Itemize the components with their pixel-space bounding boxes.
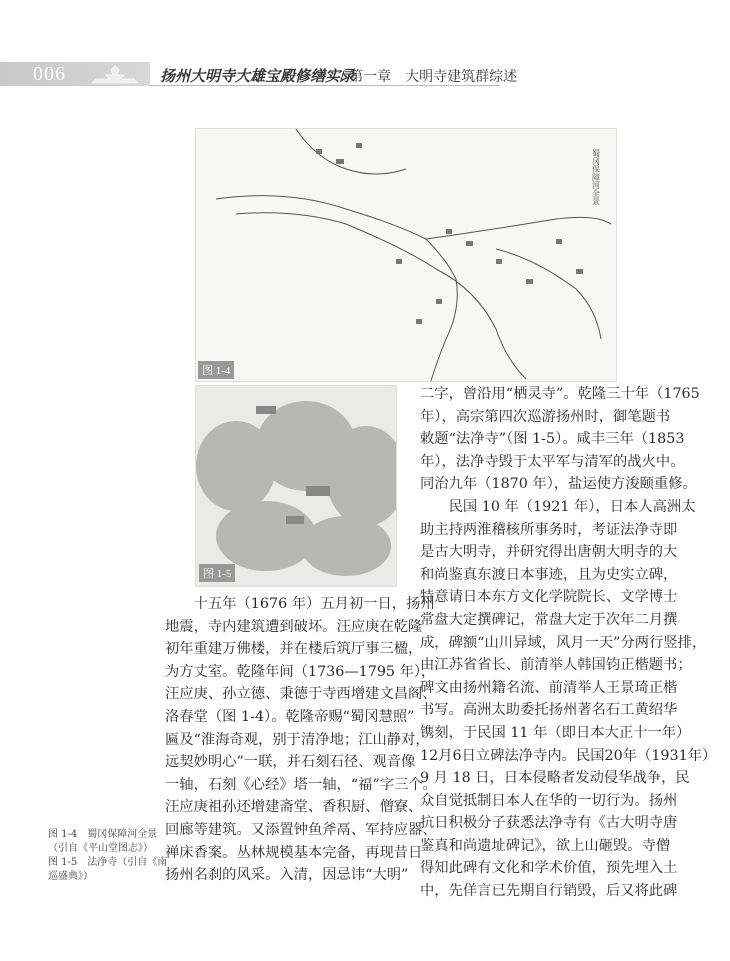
caption-line: （引自《平山堂图志》）: [48, 843, 153, 854]
text-line: 9 月 18 日，日本侵略者发动侵华战争，民: [420, 770, 690, 787]
text-line: 洛春堂（图 1-4）。乾隆帝赐“蜀冈慧照”: [165, 708, 415, 725]
text-line: 地震，寺内建筑遭到破坏。汪应庚在乾隆: [165, 618, 423, 635]
text-line: 众自觉抵制日本人在华的一切行为。扬州: [420, 792, 678, 809]
text-line: 助主持两淮稽核所事务时，考证法净寺即: [420, 521, 678, 538]
text-line: 碑文由扬州籍名流、前清举人王景琦正楷: [420, 679, 678, 696]
text-line: 12月6日立碑法净寺内。民国20年（1931年）: [420, 747, 717, 764]
text-line: 二字，曾沿用“栖灵寺”。乾隆三十年（1765: [420, 386, 700, 402]
text-line: 由江苏省省长、前清举人韩国钧正楷题书；: [420, 657, 692, 674]
text-line: 十五年（1676 年）五月初一日，扬州: [165, 596, 435, 612]
text-line: 初年重建万佛楼，并在楼后筑厅事三楹，: [165, 641, 423, 658]
text-line: 鉴真和尚遗址碑记》，欲上山砸毁。寺僧: [420, 837, 671, 854]
text-line: 常盘大定撰碑记，常盘大定于次年二月撰: [420, 611, 678, 628]
chapter-title: / 第一章 大明寺建筑群综述: [340, 69, 518, 85]
figure-label: 图 1-4: [198, 361, 234, 379]
caption-line: 巡盛典》）: [48, 871, 93, 882]
text-line: 匾及“淮海奇观，别于清净地；江山静对，: [165, 731, 430, 748]
map-title: 蜀冈保障河全景: [591, 149, 601, 205]
right-column-text: [420, 383, 716, 903]
text-line: 中，先佯言已先期自行销毁，后又将此碑: [420, 883, 678, 900]
text-line: 回廊等建筑。又添置钟鱼斧鬲、军持应器、: [165, 821, 437, 838]
figure-captions: [48, 828, 167, 884]
text-line: 成，碑额“山川异域，风月一天”分两行竖排，: [420, 634, 707, 651]
figure-label: 图 1-5: [199, 564, 235, 582]
text-line: 书写。高洲太助委托扬州著名石工黄绍华: [420, 702, 678, 719]
text-line: 年），法净寺毁于太平军与清军的战火中。: [420, 453, 685, 470]
text-line: 同治九年（1870 年），盐运使方浚颐重修。: [420, 476, 697, 493]
header-rule: [150, 85, 500, 86]
text-line: 特意请日本东方文化学院院长、文学博士: [420, 589, 678, 606]
text-line: 远契妙明心”一联，并石刻石径、观音像: [165, 754, 416, 771]
caption-line: 图 1-4 蜀冈保障河全景: [48, 829, 158, 840]
text-line: 一轴，石刻《心经》塔一轴，“福”字三个。: [165, 776, 437, 793]
text-line: 镌刻，于民国 11 年（即日本大正十一年）: [420, 724, 691, 741]
text-line: 是古大明寺，并研究得出唐朝大明寺的大: [420, 544, 678, 561]
text-line: 敕题“法净寺”（图 1-5）。咸丰三年（1853: [420, 431, 685, 448]
figure-map-shugang: [195, 128, 617, 382]
text-line: 得知此碑有文化和学术价值，预先埋入土: [420, 860, 678, 877]
text-line: 和尚鉴真东渡日本事迹，且为史实立碑，: [420, 566, 678, 583]
left-column-text: [165, 593, 437, 887]
page-number: 006: [33, 63, 66, 85]
text-line: 民国 10 年（1921 年），日本人高洲太: [420, 498, 696, 515]
running-header: [0, 62, 518, 86]
text-line: 抗日积极分子获悉法净寺有《古大明寺唐: [420, 815, 678, 832]
text-line: 汪应庚、孙立德、秉德于寺西增建文昌阁、: [165, 686, 437, 703]
book-title: 扬州大明寺大雄宝殿修缮实录: [160, 67, 356, 85]
text-line: 年），高宗第四次巡游扬州时，御笔题书: [420, 408, 671, 425]
pagoda-icon: [90, 64, 140, 84]
caption-line: 图 1-5 法净寺（引自《南: [48, 857, 168, 868]
figure-fajing-temple: [195, 385, 397, 587]
text-line: 汪应庚祖孙还增建斋堂、香积厨、僧寮、: [165, 799, 423, 816]
text-line: 禅床香案。丛林规模基本完备，再现昔日: [165, 844, 423, 861]
text-line: 为方丈室。乾隆年间（1736—1795 年），: [165, 663, 436, 680]
text-line: 扬州名刹的风采。入清，因忌讳“大明”: [165, 867, 409, 884]
map-illustration: [196, 129, 616, 381]
temple-illustration: [196, 386, 396, 586]
